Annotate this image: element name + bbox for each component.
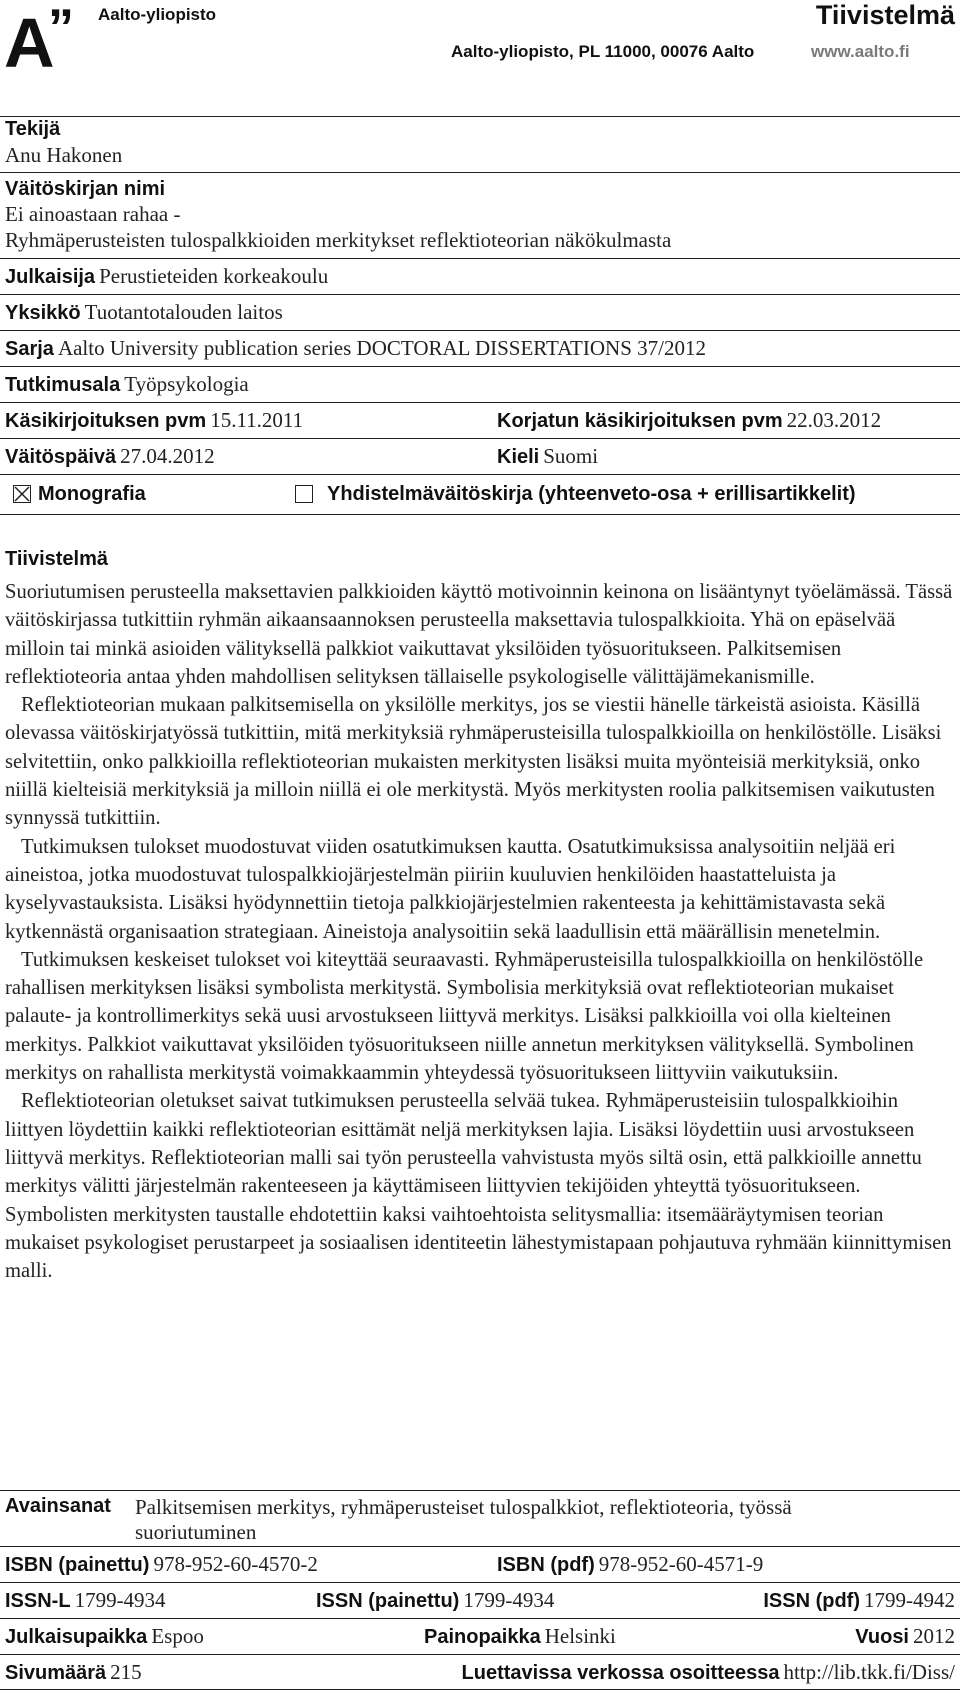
isbn-pdf-label: ISBN (pdf) xyxy=(497,1554,595,1576)
defence-date-value: 27.04.2012 xyxy=(120,444,215,468)
isbn-print-row xyxy=(5,1552,318,1577)
issn-pdf-value: 1799-4942 xyxy=(864,1588,955,1612)
abstract-body xyxy=(5,578,957,1285)
language-label: Kieli xyxy=(497,446,540,468)
manuscript-date-label: Käsikirjoituksen pvm xyxy=(5,410,207,432)
pages-value: 215 xyxy=(110,1660,142,1684)
series-label: Sarja xyxy=(5,338,54,360)
abstract-paragraph: Reflektioteorian mukaan palkitsemisella on yksilölle merkitys, jos se viestii hänelle tärkeistä asioista. Käsillä olevassa väitöskirjatyössä tutkittiin, mitä merkityksiä ryhmäperusteisilla tulospalkkioilla on henkilöstölle. Lisäksi selvitettiin, onko palkkioilla reflektioteorian mukaisten merkitysten lisäksi muita myönteisiä merkityksiä, onko niillä kielteisiä merkityksiä ja milloin niillä ei ole merkitystä. Myös merkitysten roolia palkitsemisen vaikutusten synnyssä tutkittiin. xyxy=(5,694,942,830)
issnl-label: ISSN-L xyxy=(5,1590,71,1612)
divider xyxy=(0,514,960,515)
aalto-logo xyxy=(4,0,84,82)
abstract-paragraph: Tutkimuksen tulokset muodostuvat viiden osatutkimuksen kautta. Osatutkimuksissa analysoitiin neljää eri aineistoa, jotka muodostuvat tulospalkkiojärjestelmän piiriin kuuluvien henkilöiden haastatteluista ja kyselyvastauksista. Lisäksi hyödynnettiin tietoja palkkiojärjestelmien rakenteesta ja kehittämistavasta sekä kytkennästä organisaation strategiaan. Aineistoja analysoitiin sekä laadullisin että määrällisin menetelmin. xyxy=(5,835,896,943)
url-label: Luettavissa verkossa osoitteessa xyxy=(461,1662,780,1684)
divider xyxy=(0,474,960,475)
language-value: Suomi xyxy=(543,444,599,468)
keywords-label: Avainsanat xyxy=(5,1495,111,1517)
divider xyxy=(0,366,960,367)
abstract-heading: Tiivistelmä xyxy=(5,548,109,570)
abstract-paragraph: Tutkimuksen keskeiset tulokset voi kiteyttää seuraavasti. Ryhmäperusteisilla tulospalkkioilla on henkilöstölle rahallisen merkityksen lisäksi symbolista merkitystä. Symbolisia merkityksiä ovat reflektioteorian mukaiset palaute- ja kontrollimerkitys sekä uusi arvostukseen liittyvä merkitys. Lisäksi palkkioilla voi olla kielteinen merkitys. Palkkiot vaikuttavat yksilöiden työsuoritukseen niille annetun merkityksen välityksellä. Symbolinen merkitys on rahallista merkitystä voimakkaammin yhteydessä työsuoritukseen liittyviin vaikutuksiin. xyxy=(5,948,924,1085)
issn-print-label: ISSN (painettu) xyxy=(316,1590,460,1612)
logo-quote: ” xyxy=(48,0,74,57)
publisher-row xyxy=(5,264,328,289)
issn-print-row xyxy=(316,1588,554,1613)
online-url-link[interactable]: http://lib.tkk.fi/Diss/ xyxy=(783,1660,955,1684)
document-type: Tiivistelmä xyxy=(815,0,955,30)
unit-value: Tuotantotalouden laitos xyxy=(84,300,283,324)
revised-date-value: 22.03.2012 xyxy=(786,408,882,432)
title-value-line2: Ryhmäperusteisten tulospalkkioiden merkitykset reflektioteorian näkökulmasta xyxy=(5,228,672,252)
publisher-label: Julkaisija xyxy=(5,266,96,288)
divider xyxy=(0,402,960,403)
divider xyxy=(0,1582,960,1583)
divider xyxy=(0,258,960,259)
divider xyxy=(0,172,960,173)
logo-letter: A xyxy=(4,4,53,82)
author-label: Tekijä xyxy=(5,118,61,140)
defence-date-row xyxy=(5,444,215,469)
divider xyxy=(0,1618,960,1619)
pages-label: Sivumäärä xyxy=(5,1662,107,1684)
compilation-label: Yhdistelmäväitöskirja (yhteenveto-osa + erillisartikkelit) xyxy=(327,483,856,505)
title-value-line1: Ei ainoastaan rahaa - xyxy=(5,202,181,226)
unit-row xyxy=(5,300,283,325)
divider xyxy=(0,116,960,117)
divider xyxy=(0,1689,960,1690)
keywords-value-line1: Palkitsemisen merkitys, ryhmäperusteiset tulospalkkiot, reflektioteoria, työssä xyxy=(135,1495,792,1519)
divider xyxy=(0,1490,960,1491)
series-row xyxy=(5,336,706,361)
author-value: Anu Hakonen xyxy=(5,143,123,167)
pages-row xyxy=(5,1660,142,1685)
issnl-value: 1799-4934 xyxy=(74,1588,166,1612)
website-link[interactable]: www.aalto.fi xyxy=(811,42,910,61)
series-value: Aalto University publication series DOCTORAL DISSERTATIONS 37/2012 xyxy=(57,336,706,360)
pub-place-label: Julkaisupaikka xyxy=(5,1626,148,1648)
compilation-checkbox[interactable] xyxy=(295,485,313,503)
abstract-paragraph: Reflektioteorian oletukset saivat tutkimuksen perusteella selvää tukea. Ryhmäperusteisiin tulospalkkioihin liittyen löydettiin kaikki reflektioteorian esittämät neljä merkityksen lajia. Lisäksi löydettiin uusi arvostukseen liittyvä merkitys. Reflektioteorian malli sai työn perusteella vahvistusta myös siltä osin, että palkkioille annettu merkitys välitti järjestelmän rakenteeseen ja käyttämiseen liittyvien tekijöiden yhteyttä työsuoritukseen. Symbolisten merkitysten taustalle ehdotettiin kaksi vaihtoehtoista selitysmallia: itsemääräytymisen teorian mukaiset psykologiset perustarpeet ja sosiaalisen identiteetin lähestymistapaan pohjautuva ryhmään kiinnittymisen malli. xyxy=(5,1090,952,1283)
abstract-paragraph: Suoriutumisen perusteella maksettavien palkkioiden käyttö motivoinnin keinona on lisääntynyt työelämässä. Tässä väitöskirjassa tutkittiin ryhmän aikaansaannoksen perusteella maksettavia tulospalkkioita. Yhä on epäselvää milloin tai minkä asioiden välityksellä palkkiot vaikuttavat yksilöiden työsuoritukseen. Palkitsemisen reflektioteoria antaa yhden mahdollisen selityksen tällaiselle psykologiselle välittäjämekanismille. xyxy=(5,581,953,688)
divider xyxy=(0,294,960,295)
research-field-label: Tutkimusala xyxy=(5,374,121,396)
issn-pdf-label: ISSN (pdf) xyxy=(763,1590,860,1612)
manuscript-date-row xyxy=(5,408,303,433)
address: Aalto-yliopisto, PL 11000, 00076 Aalto xyxy=(451,42,755,61)
keywords-row xyxy=(5,1495,111,1518)
isbn-print-value: 978-952-60-4570-2 xyxy=(153,1552,318,1576)
language-row xyxy=(497,444,598,469)
title-label: Väitöskirjan nimi xyxy=(5,178,166,200)
year-label: Vuosi xyxy=(855,1626,909,1648)
year-value: 2012 xyxy=(913,1624,955,1648)
publisher-value: Perustieteiden korkeakoulu xyxy=(99,264,329,288)
issn-pdf-row xyxy=(763,1588,955,1613)
university-name: Aalto-yliopisto xyxy=(98,5,217,24)
research-field-value: Työpsykologia xyxy=(124,372,249,396)
divider xyxy=(0,1546,960,1547)
field-row xyxy=(5,372,249,397)
isbn-pdf-value: 978-952-60-4571-9 xyxy=(598,1552,764,1576)
monograph-label: Monografia xyxy=(38,483,146,505)
url-row xyxy=(462,1660,955,1685)
isbn-print-label: ISBN (painettu) xyxy=(5,1554,150,1576)
divider xyxy=(0,438,960,439)
manuscript-date-value: 15.11.2011 xyxy=(210,408,304,432)
issnl-row xyxy=(5,1588,166,1613)
unit-label: Yksikkö xyxy=(5,302,81,324)
print-place-value: Helsinki xyxy=(544,1624,616,1648)
checkmark-x-icon xyxy=(14,486,30,502)
issn-print-value: 1799-4934 xyxy=(463,1588,555,1612)
keywords-value-line2: suoriutuminen xyxy=(135,1520,257,1544)
revised-date-row xyxy=(497,408,881,433)
print-place-row xyxy=(424,1624,616,1649)
isbn-pdf-row xyxy=(497,1552,763,1577)
monograph-checkbox[interactable] xyxy=(13,485,31,503)
print-place-label: Painopaikka xyxy=(424,1626,541,1648)
pub-place-value: Espoo xyxy=(151,1624,204,1648)
defence-date-label: Väitöspäivä xyxy=(5,446,117,468)
pub-place-row xyxy=(5,1624,204,1649)
revised-date-label: Korjatun käsikirjoituksen pvm xyxy=(497,410,783,432)
divider xyxy=(0,330,960,331)
year-row xyxy=(855,1624,955,1649)
divider xyxy=(0,1654,960,1655)
